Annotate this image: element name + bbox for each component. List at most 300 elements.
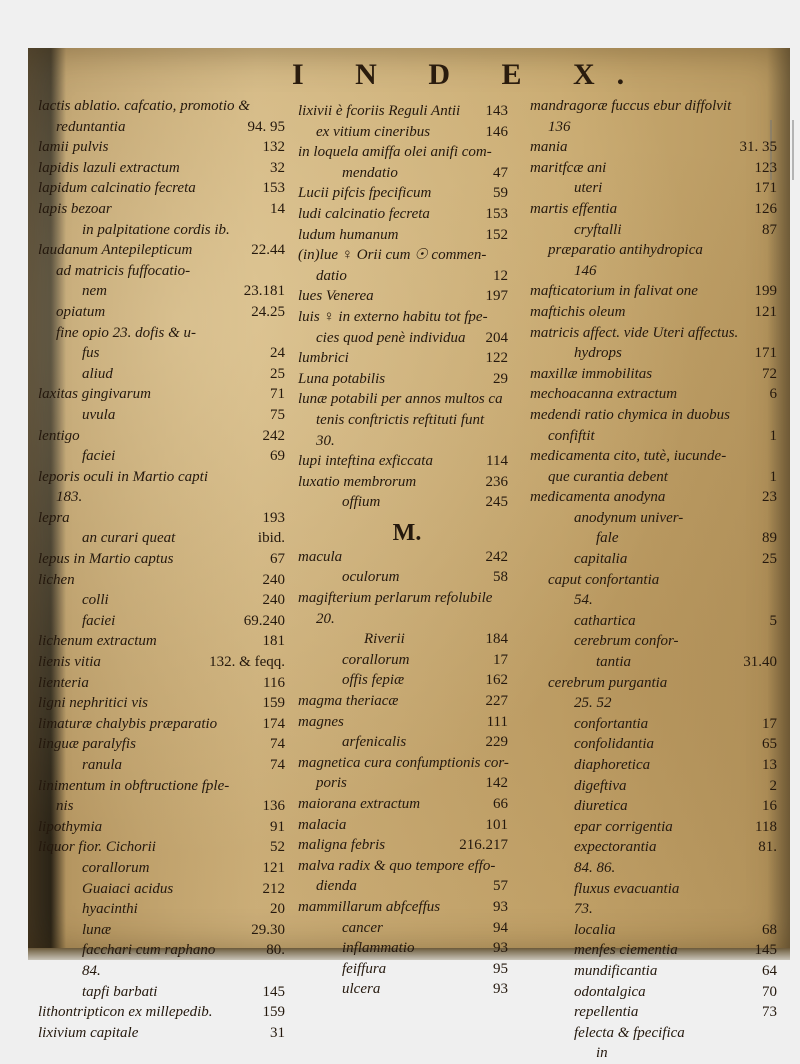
entry-term: lues Venerea — [298, 288, 374, 305]
entry-term: fale — [596, 530, 619, 547]
entry-page-ref: 93 — [493, 940, 508, 957]
entry-term: maligna febris — [298, 837, 386, 854]
entry-page-ref: 123 — [754, 159, 777, 176]
entry-term: maftichis oleum — [530, 303, 626, 320]
entry-page-ref: 80. — [266, 942, 285, 959]
index-entry — [298, 691, 516, 712]
entry-term: liquor fior. Cichorii — [38, 839, 156, 856]
entry-term: tapfi barbati — [82, 983, 158, 1000]
entry-page-ref: 20 — [270, 901, 285, 918]
index-entry — [298, 492, 516, 513]
entry-term: lithontripticon ex millepedib. — [38, 1004, 213, 1021]
index-entry — [530, 899, 785, 920]
index-entry — [38, 508, 293, 529]
entry-term: ludum humanum — [298, 226, 399, 243]
entry-page-ref: 162 — [485, 672, 508, 689]
entry-page-ref: 153 — [485, 205, 508, 222]
index-entry — [530, 570, 785, 591]
entry-term: poris — [316, 775, 347, 792]
entry-page-ref: 16 — [762, 798, 777, 815]
index-column-2 — [298, 101, 516, 1000]
entry-term: 183. — [56, 489, 83, 506]
entry-page-ref: 5 — [769, 612, 777, 629]
index-entry — [298, 650, 516, 671]
index-entry — [530, 776, 785, 797]
entry-term: cerebrum purgantia — [548, 674, 668, 691]
index-entry — [38, 487, 293, 508]
index-entry — [530, 220, 785, 241]
index-entry — [38, 734, 293, 755]
index-entry — [38, 405, 293, 426]
index-entry — [298, 918, 516, 939]
index-entry — [38, 837, 293, 858]
index-entry — [530, 837, 785, 858]
index-entry — [530, 117, 785, 138]
index-entry — [298, 451, 516, 472]
entry-term: dienda — [316, 878, 357, 895]
entry-term: malacia — [298, 816, 347, 833]
entry-term: confiftit — [548, 427, 595, 444]
entry-term: medicamenta cito, tutè, iucunde- — [530, 448, 727, 465]
index-entry — [298, 266, 516, 287]
index-entry — [298, 732, 516, 753]
entry-page-ref: 94 — [493, 919, 508, 936]
index-entry — [530, 817, 785, 838]
index-entry — [38, 137, 293, 158]
index-entry — [298, 567, 516, 588]
entry-term: mechoacanna extractum — [530, 386, 678, 403]
index-entry — [38, 528, 293, 549]
entry-term: 25. 52 — [574, 695, 612, 712]
entry-page-ref: 121 — [262, 859, 285, 876]
entry-term: matricis affect. vide Uteri affectus. — [530, 324, 739, 341]
index-entry — [530, 755, 785, 776]
index-entry — [298, 472, 516, 493]
index-entry — [38, 755, 293, 776]
entry-page-ref: 93 — [493, 898, 508, 915]
entry-term: 84. — [82, 962, 101, 979]
index-entry — [298, 670, 516, 691]
entry-page-ref: 132 — [262, 139, 285, 156]
index-entry — [298, 815, 516, 836]
entry-page-ref: 197 — [485, 288, 508, 305]
entry-page-ref: 242 — [485, 548, 508, 565]
index-entry — [298, 609, 516, 630]
index-entry — [530, 982, 785, 1003]
entry-page-ref: 95 — [493, 960, 508, 977]
index-entry — [298, 183, 516, 204]
entry-term: cies quod penè individua — [316, 329, 466, 346]
entry-term: cerebrum confor- — [574, 633, 679, 650]
entry-term: 20. — [316, 610, 335, 627]
entry-page-ref: 126 — [754, 200, 777, 217]
index-entry — [298, 142, 516, 163]
index-entry — [298, 348, 516, 369]
entry-term: mafticatorium in falivat one — [530, 283, 698, 300]
entry-page-ref: 73 — [762, 1004, 777, 1021]
entry-term: repellentia — [574, 1004, 639, 1021]
entry-page-ref: 72 — [762, 365, 777, 382]
index-entry — [38, 549, 293, 570]
index-entry — [530, 940, 785, 961]
entry-term: anodynum univer- — [574, 509, 684, 526]
entry-term: offium — [342, 494, 381, 511]
index-entry — [38, 714, 293, 735]
entry-term: corallorum — [342, 651, 410, 668]
entry-term: in loquela amiffa olei anifi com- — [298, 144, 492, 161]
entry-term: hydrops — [574, 345, 622, 362]
entry-page-ref: 116 — [263, 674, 285, 691]
entry-term: maiorana extractum — [298, 796, 421, 812]
entry-page-ref: 64 — [762, 962, 777, 979]
entry-term: fus — [82, 345, 100, 362]
entry-term: diaphoretica — [574, 757, 651, 773]
index-entry — [38, 240, 293, 261]
entry-term: lichen — [38, 571, 75, 588]
entry-term: caput confortantia — [548, 571, 660, 588]
entry-page-ref: 94. 95 — [247, 118, 285, 135]
entry-page-ref: 24.25 — [251, 303, 285, 320]
entry-term: fine opio 23. dofis & u- — [56, 324, 196, 341]
index-entry — [38, 879, 293, 900]
entry-term: maxillæ immobilitas — [530, 365, 653, 382]
entry-page-ref: 240 — [262, 592, 285, 609]
index-entry — [298, 122, 516, 143]
index-entry — [38, 281, 293, 302]
entry-page-ref: 17 — [762, 715, 777, 732]
entry-term: ligni nephritici vis — [38, 695, 148, 712]
entry-term: nem — [82, 283, 107, 300]
entry-term: felecta & fpecifica — [574, 1024, 685, 1041]
entry-page-ref: 74 — [270, 736, 285, 753]
entry-page-ref: 145 — [262, 983, 285, 1000]
entry-term: localia — [574, 921, 616, 938]
entry-term: datio — [316, 267, 347, 284]
entry-page-ref: 69 — [270, 448, 285, 465]
index-entry — [38, 426, 293, 447]
entry-term: tenis conftrictis reftituti funt — [316, 411, 485, 428]
index-entry — [298, 389, 516, 410]
entry-term: lamii pulvis — [38, 139, 109, 156]
entry-page-ref: 24 — [270, 345, 285, 362]
entry-page-ref: 31 — [270, 1024, 285, 1041]
entry-term: ad matricis fuffocatio- — [56, 262, 191, 279]
index-entry — [298, 369, 516, 390]
entry-term: luxatio membrorum — [298, 473, 417, 490]
index-entry — [298, 629, 516, 650]
entry-term: lepra — [38, 509, 70, 526]
index-entry — [530, 652, 785, 673]
index-entry — [298, 431, 516, 452]
entry-page-ref: 89 — [762, 530, 777, 547]
entry-page-ref: 14 — [270, 200, 285, 217]
index-entry — [530, 1043, 785, 1064]
entry-page-ref: 1 — [769, 468, 777, 485]
index-entry — [530, 158, 785, 179]
entry-term: præparatio antihydropica — [548, 242, 703, 259]
entry-term: laudanum Antepilepticum — [38, 242, 193, 259]
index-entry — [530, 96, 785, 117]
entry-page-ref: 22.44 — [251, 242, 285, 259]
entry-page-ref: 199 — [754, 283, 777, 300]
index-entry — [298, 101, 516, 122]
entry-page-ref: 216.217 — [459, 837, 508, 854]
entry-page-ref: 101 — [485, 816, 508, 833]
entry-term: fluxus evacuantia — [574, 880, 680, 897]
index-entry — [530, 590, 785, 611]
entry-page-ref: 152 — [485, 226, 508, 243]
entry-page-ref: 13 — [762, 757, 777, 773]
entry-term: 136 — [548, 118, 571, 135]
index-entry — [38, 1002, 293, 1023]
index-entry — [298, 876, 516, 897]
entry-term: lienis vitia — [38, 654, 101, 671]
entry-page-ref: 142 — [485, 775, 508, 792]
index-entry — [298, 225, 516, 246]
entry-page-ref: 81. — [758, 839, 777, 856]
entry-page-ref: 2 — [769, 777, 777, 794]
entry-page-ref: 29 — [493, 370, 508, 387]
entry-term: mendatio — [342, 164, 398, 181]
index-entry — [38, 940, 293, 961]
index-entry — [530, 549, 785, 570]
index-entry — [38, 776, 293, 797]
entry-page-ref: 58 — [493, 569, 508, 586]
entry-page-ref: 57 — [493, 878, 508, 895]
entry-term: lipothymia — [38, 818, 103, 835]
entry-term: opiatum — [56, 303, 106, 320]
index-entry — [530, 1023, 785, 1044]
entry-page-ref: 31. 35 — [739, 139, 777, 156]
entry-term: cathartica — [574, 612, 636, 629]
entry-page-ref: 65 — [762, 736, 777, 753]
entry-term: 30. — [316, 432, 335, 449]
index-entry — [530, 920, 785, 941]
index-entry — [530, 611, 785, 632]
entry-term: ex vitium cineribus — [316, 123, 431, 140]
entry-page-ref: 31.40 — [743, 654, 777, 671]
entry-term: malva radix & quo tempore effo- — [298, 857, 496, 874]
page-header — [0, 58, 800, 98]
index-entry — [38, 220, 293, 241]
entry-term: 54. — [574, 592, 593, 609]
index-entry — [530, 673, 785, 694]
entry-page-ref: 229 — [485, 734, 508, 751]
entry-term: linguæ paralyfis — [38, 736, 136, 753]
entry-term: nis — [56, 798, 74, 815]
entry-term: lupi inteftina exficcata — [298, 453, 433, 470]
entry-page-ref: 159 — [262, 1004, 285, 1021]
entry-term: oculorum — [342, 569, 400, 586]
index-entry — [530, 1002, 785, 1023]
index-entry — [298, 712, 516, 733]
entry-term: capitalia — [574, 551, 628, 568]
entry-page-ref: 67 — [270, 551, 285, 568]
index-entry — [38, 364, 293, 385]
entry-page-ref: 32 — [270, 159, 285, 176]
entry-term: 84. 86. — [574, 859, 616, 876]
entry-term: lumbrici — [298, 350, 349, 367]
entry-term: lixivium capitale — [38, 1024, 139, 1041]
index-entry — [38, 796, 293, 817]
index-entry — [38, 261, 293, 282]
entry-term: mania — [530, 139, 568, 156]
index-entry — [38, 982, 293, 1003]
entry-term: faciei — [82, 612, 116, 629]
index-entry — [530, 858, 785, 879]
entry-term: 146 — [574, 262, 597, 279]
index-entry — [38, 323, 293, 344]
index-entry — [38, 673, 293, 694]
entry-term: luis ♀ in externo habitu tot fpe- — [298, 308, 488, 325]
entry-term: lichenum extractum — [38, 633, 157, 650]
index-entry — [298, 245, 516, 266]
index-entry — [298, 307, 516, 328]
entry-page-ref: 70 — [762, 983, 777, 1000]
index-column-1 — [38, 96, 293, 1043]
entry-page-ref: 146 — [485, 123, 508, 140]
index-entry — [298, 753, 516, 774]
index-entry — [38, 178, 293, 199]
entry-term: tantia — [596, 654, 632, 671]
index-entry — [38, 631, 293, 652]
entry-page-ref: 121 — [754, 303, 777, 320]
entry-term: Lucii pifcis fpecificum — [298, 185, 432, 202]
index-entry — [38, 652, 293, 673]
entry-page-ref: 204 — [485, 329, 508, 346]
index-entry — [38, 611, 293, 632]
index-entry — [530, 467, 785, 488]
entry-page-ref: 47 — [493, 164, 508, 181]
entry-term: Riverii — [364, 631, 405, 648]
entry-page-ref: 17 — [493, 651, 508, 668]
entry-term: epar corrigentia — [574, 818, 673, 835]
entry-term: facchari cum raphano — [82, 942, 216, 959]
entry-page-ref: 114 — [486, 453, 508, 470]
entry-term: magifterium perlarum refolubile — [298, 590, 493, 607]
index-entry — [298, 204, 516, 225]
index-entry — [530, 446, 785, 467]
section-letter: M. — [392, 519, 422, 546]
entry-page-ref: 122 — [485, 350, 508, 367]
entry-term: menfes ciementia — [574, 942, 678, 959]
entry-page-ref: 184 — [485, 631, 508, 648]
entry-page-ref: 227 — [485, 693, 508, 710]
entry-page-ref: 69.240 — [243, 612, 285, 629]
entry-term: linimentum in obftructione fple- — [38, 777, 230, 794]
entry-term: lapidum calcinatio fecreta — [38, 180, 196, 197]
entry-term: ranula — [82, 757, 123, 773]
index-entry — [298, 835, 516, 856]
index-entry — [38, 570, 293, 591]
entry-page-ref: 153 — [262, 180, 285, 197]
index-entry — [298, 773, 516, 794]
entry-term: an curari queat — [82, 530, 176, 547]
entry-term: confortantia — [574, 715, 649, 732]
index-entry — [298, 547, 516, 568]
index-entry — [38, 817, 293, 838]
entry-term: ulcera — [342, 981, 381, 998]
index-heading: I N D E X. — [292, 58, 647, 91]
entry-term: feiffura — [342, 960, 387, 977]
entry-page-ref: 68 — [762, 921, 777, 938]
entry-term: magnetica cura confumptionis cor- — [298, 754, 509, 771]
entry-term: medendi ratio chymica in duobus — [530, 406, 730, 423]
entry-page-ref: 25 — [762, 551, 777, 568]
index-entry — [38, 343, 293, 364]
entry-page-ref: 171 — [754, 345, 777, 362]
index-entry — [298, 794, 516, 815]
entry-page-ref: 23 — [762, 489, 777, 506]
entry-term: (in)lue ♀ Orii cum ☉ commen- — [298, 247, 487, 264]
entry-term: leporis oculi in Martio capti — [38, 468, 208, 485]
entry-term: magnes — [298, 713, 344, 730]
index-entry — [38, 961, 293, 982]
entry-term: lapis bezoar — [38, 200, 112, 217]
entry-term: digeftiva — [574, 777, 627, 794]
entry-term: cryftalli — [574, 221, 622, 238]
index-entry — [38, 467, 293, 488]
index-entry — [38, 1023, 293, 1044]
index-entry — [530, 714, 785, 735]
entry-term: macula — [298, 548, 343, 565]
entry-term: lienteria — [38, 674, 89, 691]
entry-page-ref: 75 — [270, 406, 285, 423]
entry-term: que curantia debent — [548, 468, 668, 485]
entry-page-ref: 171 — [754, 180, 777, 197]
entry-page-ref: ibid. — [257, 530, 285, 547]
index-entry — [38, 858, 293, 879]
index-entry — [530, 261, 785, 282]
index-entry — [298, 938, 516, 959]
entry-term: laxitas gingivarum — [38, 386, 151, 403]
index-entry — [530, 487, 785, 508]
index-entry — [38, 117, 293, 138]
index-entry — [530, 405, 785, 426]
entry-term: corallorum — [82, 859, 150, 876]
entry-term: lepus in Martio captus — [38, 551, 174, 568]
index-entry — [530, 693, 785, 714]
entry-term: lentigo — [38, 427, 80, 444]
entry-term: lunæ — [82, 921, 112, 938]
entry-term: colli — [82, 592, 109, 609]
index-entry — [298, 286, 516, 307]
entry-term: martis effentia — [530, 200, 618, 217]
index-entry — [530, 302, 785, 323]
entry-page-ref: 6 — [769, 386, 777, 403]
entry-page-ref: 118 — [755, 818, 777, 835]
index-entry — [38, 920, 293, 941]
entry-term: offis fepiæ — [342, 672, 405, 689]
entry-term: uvula — [82, 406, 116, 423]
entry-page-ref: 29.30 — [251, 921, 285, 938]
index-entry — [38, 899, 293, 920]
entry-term: reduntantia — [56, 118, 126, 135]
entry-page-ref: 145 — [754, 942, 777, 959]
index-entry — [530, 281, 785, 302]
entry-page-ref: 91 — [270, 818, 285, 835]
entry-term: lixivii è fcoriis Reguli Antii — [298, 103, 461, 119]
entry-page-ref: 236 — [485, 473, 508, 490]
entry-page-ref: 23.181 — [243, 283, 285, 300]
index-entry — [530, 199, 785, 220]
index-entry — [38, 199, 293, 220]
index-entry — [530, 137, 785, 158]
entry-term: maritfcæ ani — [530, 159, 607, 176]
index-entry — [298, 588, 516, 609]
entry-page-ref: 159 — [262, 695, 285, 712]
index-entry — [38, 158, 293, 179]
